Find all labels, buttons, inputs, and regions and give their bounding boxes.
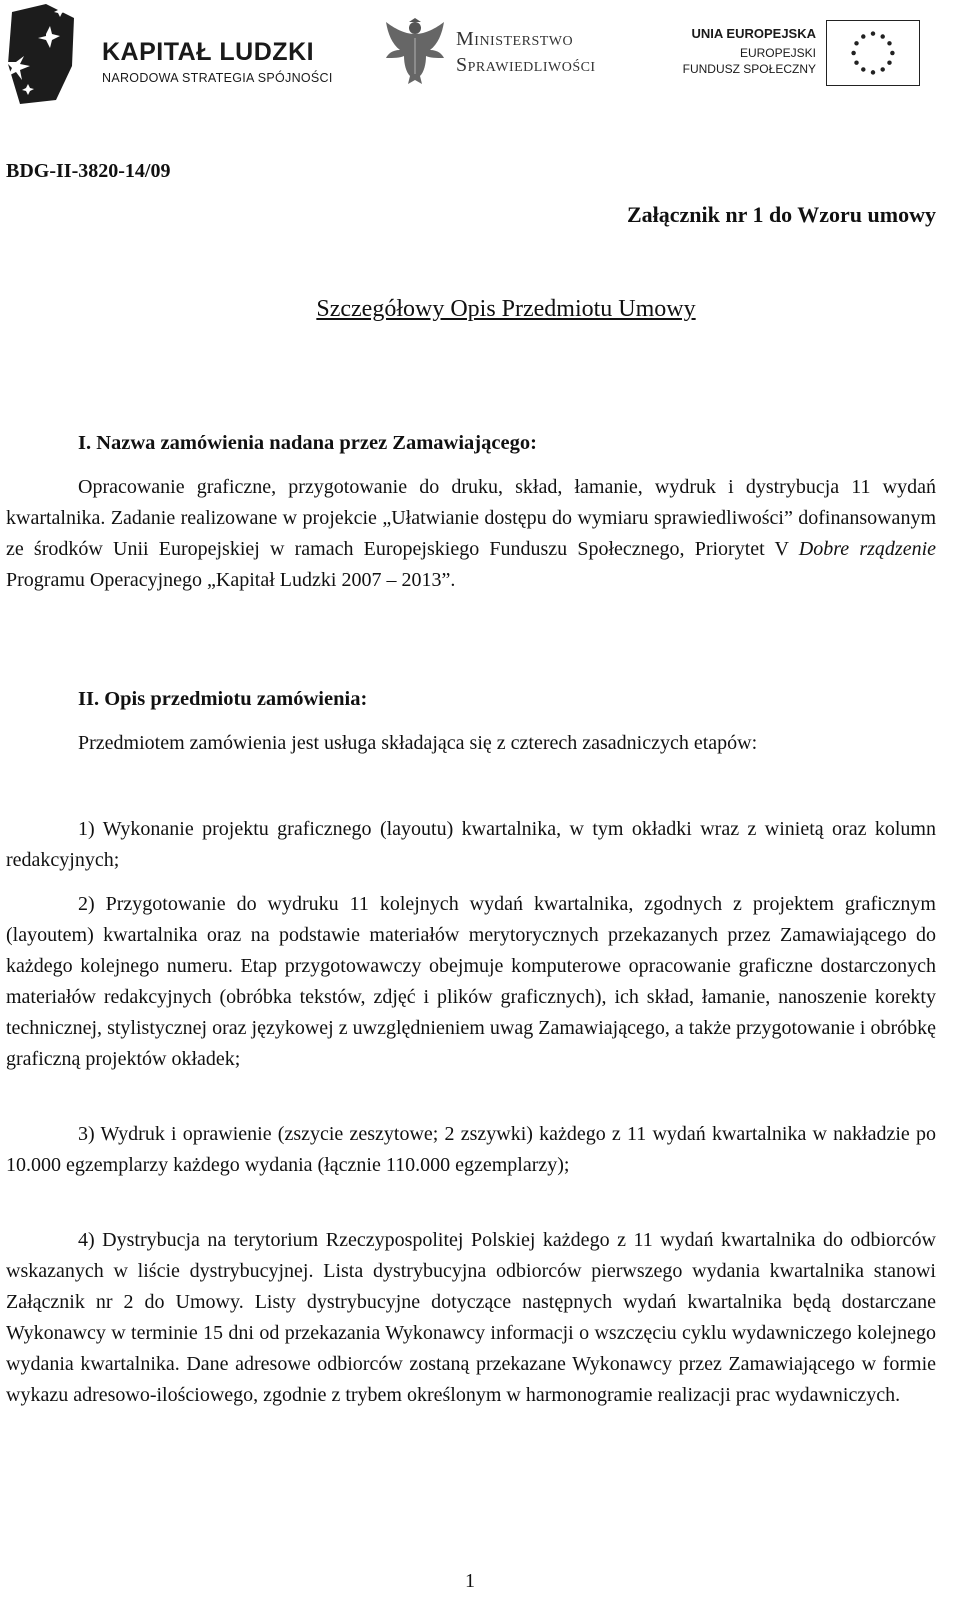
section-1-heading: I. Nazwa zamówienia nadana przez Zamawiającego: — [78, 432, 537, 454]
ministry-name-line2: Sprawiedliwości — [456, 54, 596, 76]
list-item: 1) Wykonanie projektu graficznego (layoutu) kwartalnika, w tym okładki wraz z winietą oraz kolumn redakcyjnych; — [6, 818, 936, 871]
kapital-ludzki-subtitle: NARODOWA STRATEGIA SPÓJNOŚCI — [102, 71, 333, 85]
document-title: Szczegółowy Opis Przedmiotu Umowy — [316, 296, 696, 322]
section-1-text — [6, 472, 936, 596]
kapital-ludzki-title: KAPITAŁ LUDZKI — [102, 38, 315, 66]
eu-logo-line3: FUNDUSZ SPOŁECZNY — [682, 62, 816, 76]
list-item: 4) Dystrybucja na terytorium Rzeczypospolitej Polskiej każdego z 11 wydań kwartalnika do odbiorców wskazanych w liście dystrybucyjnej. Lista dystrybucyjna odbiorców pierwszego wydania kwartalnika stanowi Załącznik nr 2 do Umowy. Listy dystrybucyjne dotyczące następnych wydań kwartalnika będą dostarczane Wykonawcy w terminie 15 dni od przekazania Wykonawcy informacji o wszczęciu cyklu wydawniczego kolejnego wydania kwartalnika. Dane adresowe odbiorców zostaną przekazane Wykonawcy przez Zamawiającego w formie wykazu adresowo-ilościowego, zgodnie z trybem określonym w harmonogramie realizacji prac wydawniczych. — [6, 1229, 936, 1406]
ministry-logo — [384, 18, 644, 88]
kapital-ludzki-logo — [6, 4, 346, 104]
eagle-emblem-icon — [384, 18, 446, 86]
ministry-name-line1: Ministerstwo — [456, 28, 574, 50]
kapital-ludzki-mark-icon — [6, 4, 78, 104]
section-1-text-a: Opracowanie graficzne, przygotowanie do druku, skład, łamanie, wydruk i dystrybucja 11 wydań kwartalnika. Zadanie realizowane w projekcie „Ułatwianie dostępu do wymiaru sprawiedliwości” dofinansowanym ze środków Unii Europejskiej w ramach Europejskiego Funduszu Społecznego, Priorytet V — [6, 476, 936, 560]
document-reference: BDG-II-3820-14/09 — [6, 160, 171, 182]
eu-flag-icon — [826, 20, 920, 86]
annex-heading: Załącznik nr 1 do Wzoru umowy — [626, 202, 936, 227]
eu-logo-line2: EUROPEJSKI — [739, 46, 816, 60]
section-1-text-italic: Dobre rządzenie — [798, 538, 937, 560]
list-item: 2) Przygotowanie do wydruku 11 kolejnych wydań kwartalnika, zgodnych z projektem graficznym (layoutem) kwartalnika oraz na podstawie materiałów merytorycznych przekazanych przez Zamawiającego do każdego kolejnego numeru. Etap przygotowawczy obejmuje komputerowe opracowanie graficzne dostarczonych materiałów redakcyjnych (obróbka tekstów, zdjęć i plików graficznych), ich skład, łamanie, nanoszenie korekty technicznej, stylistycznej oraz językowej z uwzględnieniem uwag Zamawiającego, a także przygotowanie i obróbkę graficzną projektów okładek; — [6, 893, 936, 1070]
eu-logo-line1: UNIA EUROPEJSKA — [691, 26, 816, 41]
section-2-intro: Przedmiotem zamówienia jest usługa składająca się z czterech zasadniczych etapów: — [78, 732, 758, 754]
list-item: 3) Wydruk i oprawienie (zszycie zeszytowe; 2 zszywki) każdego z 11 wydań kwartalnika w nakładzie po 10.000 egzemplarzy każdego wydania (łącznie 110.000 egzemplarzy); — [6, 1123, 936, 1176]
section-1-text-b: Programu Operacyjnego „Kapitał Ludzki 2007 – 2013”. — [6, 569, 456, 591]
section-2-heading: II. Opis przedmiotu zamówienia: — [78, 688, 368, 710]
page-number: 1 — [465, 1570, 475, 1592]
eu-social-fund-logo — [680, 20, 920, 88]
